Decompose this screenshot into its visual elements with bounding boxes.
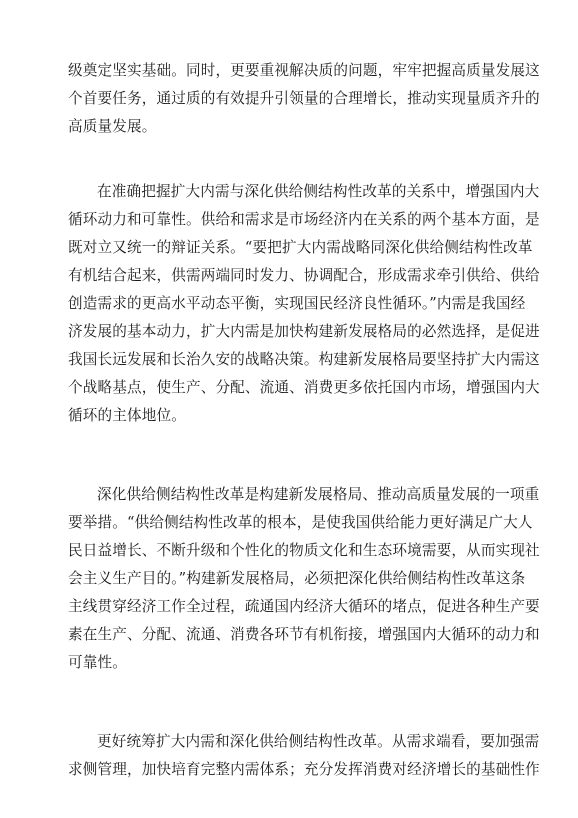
paragraph-2-line-3: 既对立又统一的辩证关系。“要把扩大内需战略同深化供给侧结构性改革 <box>68 239 533 256</box>
paragraph-3-line-6: 素在生产、分配、流通、消费各环节有机衔接，增强国内大循环的动力和 <box>68 626 540 643</box>
paragraph-4-line-1: 更好统筹扩大内需和深化供给侧结构性改革。从需求端看，要加强需 <box>97 733 540 750</box>
paragraph-2-line-2: 循环动力和可靠性。供给和需求是市场经济内在关系的两个基本方面，是 <box>68 211 540 228</box>
paragraph-2-line-1: 在准确把握扩大内需与深化供给侧结构性改革的关系中，增强国内大 <box>97 183 540 200</box>
paragraph-1-line-1: 级奠定坚实基础。同时，更要重视解决质的问题，牢牢把握高质量发展这 <box>68 62 540 79</box>
paragraph-1-line-2: 个首要任务，通过质的有效提升引领量的合理增长，推动实现量质齐升的 <box>68 90 540 107</box>
paragraph-2-line-8: 个战略基点，使生产、分配、流通、消费更多依托国内市场，增强国内大 <box>68 379 540 396</box>
paragraph-2-line-5: 创造需求的更高水平动态平衡，实现国民经济良性循环。”内需是我国经 <box>68 295 526 312</box>
paragraph-2-line-9: 循环的主体地位。 <box>68 407 186 424</box>
paragraph-3-line-2: 要举措。“供给侧结构性改革的根本，是使我国供给能力更好满足广大人 <box>68 514 533 531</box>
paragraph-2-line-4: 有机结合起来，供需两端同时发力、协调配合，形成需求牵引供给、供给 <box>68 267 540 284</box>
paragraph-2-line-6: 济发展的基本动力，扩大内需是加快构建新发展格局的必然选择，是促进 <box>68 323 540 340</box>
paragraph-3-line-7: 可靠性。 <box>68 654 127 671</box>
paragraph-3-line-4: 会主义生产目的。”构建新发展格局，必须把深化供给侧结构性改革这条 <box>68 570 526 587</box>
paragraph-3-line-3: 民日益增长、不断升级和个性化的物质文化和生态环境需要，从而实现社 <box>68 542 540 559</box>
paragraph-1-line-3: 高质量发展。 <box>68 118 157 135</box>
paragraph-3-line-1: 深化供给侧结构性改革是构建新发展格局、推动高质量发展的一项重 <box>97 486 540 503</box>
paragraph-2-line-7: 我国长远发展和长治久安的战略决策。构建新发展格局要坚持扩大内需这 <box>68 351 540 368</box>
paragraph-4-line-2: 求侧管理，加快培育完整内需体系；充分发挥消费对经济增长的基础性作 <box>68 761 540 778</box>
paragraph-3-line-5: 主线贯穿经济工作全过程，疏通国内经济大循环的堵点，促进各种生产要 <box>68 598 540 615</box>
